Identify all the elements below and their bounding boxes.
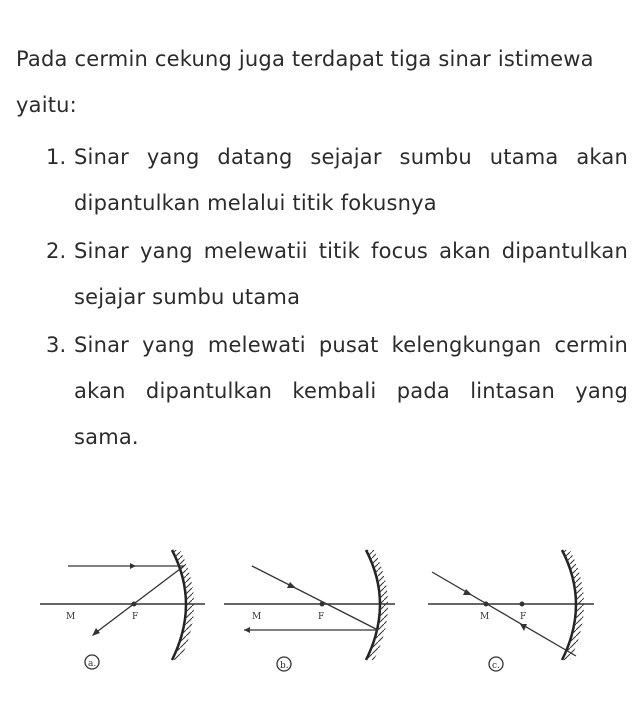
diagram-c: [428, 550, 594, 671]
label-m: M: [480, 612, 490, 622]
list-item-number: 3.: [46, 333, 67, 357]
ray-arrow: [92, 628, 100, 636]
label-f: F: [132, 612, 139, 622]
mirror-hatching: [562, 550, 584, 660]
focus-point: [520, 602, 525, 607]
list-item-number: 2.: [46, 239, 67, 263]
list-item-2: [0, 228, 642, 320]
reflected-ray: [94, 566, 184, 634]
mirror-diagrams: [0, 540, 642, 680]
incident-ray: [432, 572, 576, 656]
label-f: F: [520, 612, 527, 622]
list-item-1: [0, 134, 642, 226]
ray-list: [0, 134, 642, 460]
focus-point: [320, 602, 325, 607]
label-f: F: [318, 612, 325, 622]
focus-point: [132, 602, 137, 607]
label-m: M: [66, 612, 76, 622]
diagram-b: [224, 550, 395, 671]
diagram-a: [40, 550, 205, 669]
ray-arrow: [244, 627, 250, 633]
caption-a: a.: [88, 659, 97, 669]
list-item-3: [0, 322, 642, 460]
intro-text: Pada cermin cekung juga terdapat tiga sinar istimewa yaitu:: [16, 47, 594, 117]
list-item-text: Sinar yang datang sejajar sumbu utama akan dipantulkan melalui titik fokusnya: [74, 145, 628, 215]
center-point: [484, 602, 489, 607]
ray-arrow: [463, 589, 472, 595]
mirror-hatching: [366, 550, 388, 660]
list-item-text: Sinar yang melewati pusat kelengkungan cermin akan dipantulkan kembali pada lintasan yang sama.: [74, 333, 628, 449]
label-m: M: [252, 612, 262, 622]
list-item-number: 1.: [46, 145, 67, 169]
caption-b: b.: [280, 661, 289, 671]
ray-arrow: [130, 563, 136, 569]
caption-c: c.: [492, 661, 500, 671]
incident-ray: [252, 566, 378, 630]
list-item-text: Sinar yang melewatii titik focus akan dipantulkan sejajar sumbu utama: [74, 239, 628, 309]
